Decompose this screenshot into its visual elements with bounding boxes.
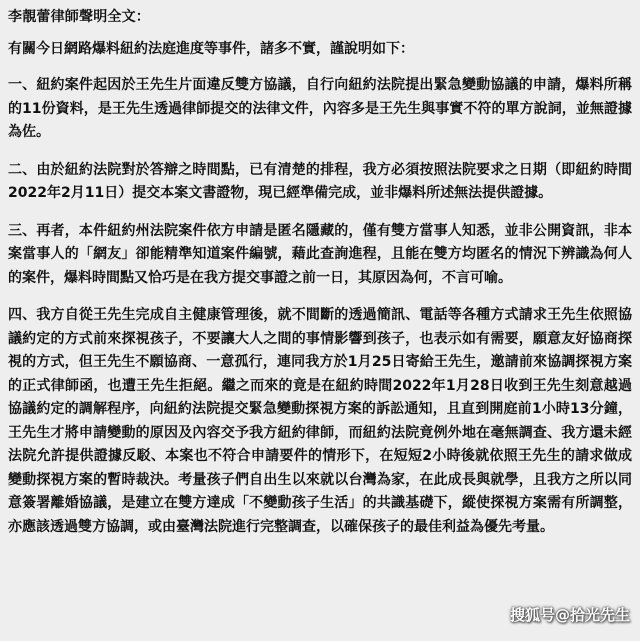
statement-title: 李靚蕾律師聲明全文： <box>8 9 150 25</box>
watermark-text: 搜狐号@拾光先生 <box>509 606 630 624</box>
statement-paragraph-4: 四、我方自從王先生完成自主健康管理後，就不間斷的透過簡訊、電話等各種方式請求王先生依照協議約定的方式前來探視孩子，不要讓大人之間的事情影響到孩子，也表示如有需要，願意友好協商探視的方式，但王先生不願協商、一意孤行，連同我方於1月25日寄給王先生，邀請前來協調探視方案的正式律師函，也遭王先生拒絕。繼之而來的竟是在紐約時間2022年1月28日收到王先生刻意越過協議約定的調解程序，向紐約法院提交緊急變動探視方案的訴訟通知，且直到開庭前1小時13分鐘，王先生才將申請變動的原因及內容交予我方紐約律師，而紐約法院竟例外地在毫無調查、我方還未經法院允許提供證據反駁、本案也不符合申請要件的情形下，在短短2小時後就依照王先生的請求做成變動探視方案的暫時裁決。考量孩子們自出生以來就以台灣為家，在此成長與就學，且我方之所以同意簽署離婚協議，是建立在雙方達成「不變動孩子生活」的共識基礎下，縱使探視方案需有所調整，亦應該透過雙方協調，或由臺灣法院進行完整調查，以確保孩子的最佳利益為優先考量。 <box>8 307 632 535</box>
sohu-watermark <box>510 604 630 625</box>
statement-intro: 有關今日網路爆料紐約法庭進度等事件，諸多不實，謹說明如下： <box>8 41 414 57</box>
statement-paragraph-2: 二、由於紐約法院對於答辯之時間點，已有清楚的排程，我方必須按照法院要求之日期（即紐約時間2022年2月11日）提交本案文書證物，現已經準備完成，並非爆料所述無法提供證據。 <box>8 161 632 201</box>
statement-paragraph-1: 一、紐約案件起因於王先生片面違反雙方協議，自行向紐約法院提出緊急變動協議的申請，爆料所稱的11份資料，是王先生透過律師提交的法律文件，內容多是王先生與事實不符的單方說詞，並無證據為佐。 <box>8 77 632 140</box>
statement-paragraph-3: 三、再者，本件紐約州法院案件依方申請是匿名隱藏的，僅有雙方當事人知悉，並非公開資訊，非本案當事人的「網友」卻能精準知道案件編號，藉此查詢進程，且能在雙方均匿名的情況下辨識為何人的案件，爆料時間點又恰巧是在我方提交事證之前一日，其原因為何，不言可喻。 <box>8 222 632 286</box>
